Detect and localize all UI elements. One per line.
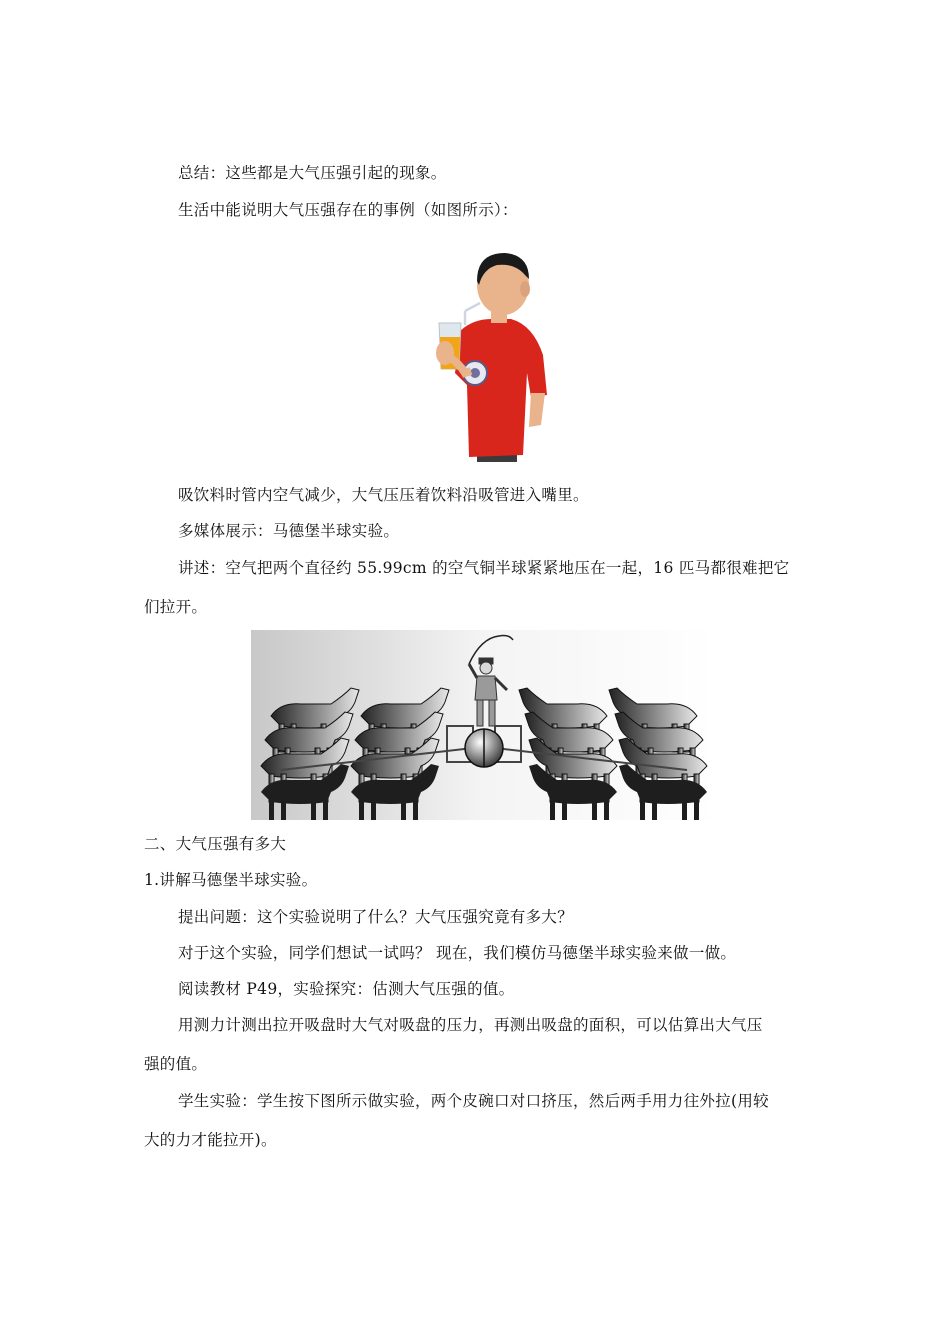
drinking-explanation: 吸饮料时管内空气减少，大气压压着饮料沿吸管进入嘴里。: [178, 486, 589, 504]
magdeburg-hemispheres-figure: [251, 630, 717, 820]
reading-paragraph: 阅读教材 P49，实验探究：估测大气压强的值。: [178, 980, 515, 998]
method-line-1: 用测力计测出拉开吸盘时大气对吸盘的压力，再测出吸盘的面积，可以估算出大气压: [178, 1016, 763, 1034]
section-heading: 二、大气压强有多大: [144, 835, 287, 853]
examples-intro: 生活中能说明大气压强存在的事例（如图所示）：: [178, 201, 518, 219]
question-paragraph: 提出问题：这个实验说明了什么？大气压强究竟有多大？: [178, 908, 574, 926]
multimedia-paragraph: 多媒体展示：马德堡半球实验。: [178, 522, 400, 540]
summary-paragraph: 总结：这些都是大气压强引起的现象。: [178, 164, 447, 182]
narration-line-1: 讲述：空气把两个直径约 55.99cm 的空气铜半球紧紧地压在一起，16 匹马都很难把它: [178, 559, 790, 577]
narration-line-2: 们拉开。: [144, 598, 208, 616]
subsection-heading: 1.讲解马德堡半球实验。: [144, 871, 318, 889]
method-line-2: 强的值。: [144, 1055, 208, 1073]
try-it-paragraph: 对于这个实验，同学们想试一试吗？ 现在，我们模仿马德堡半球实验来做一做。: [178, 944, 737, 962]
student-experiment-line-1: 学生实验：学生按下图所示做实验，两个皮碗口对口挤压，然后两手用力往外拉(用较: [178, 1092, 769, 1110]
boy-drinking-figure: [425, 245, 555, 465]
student-experiment-line-2: 大的力才能拉开)。: [144, 1131, 277, 1149]
